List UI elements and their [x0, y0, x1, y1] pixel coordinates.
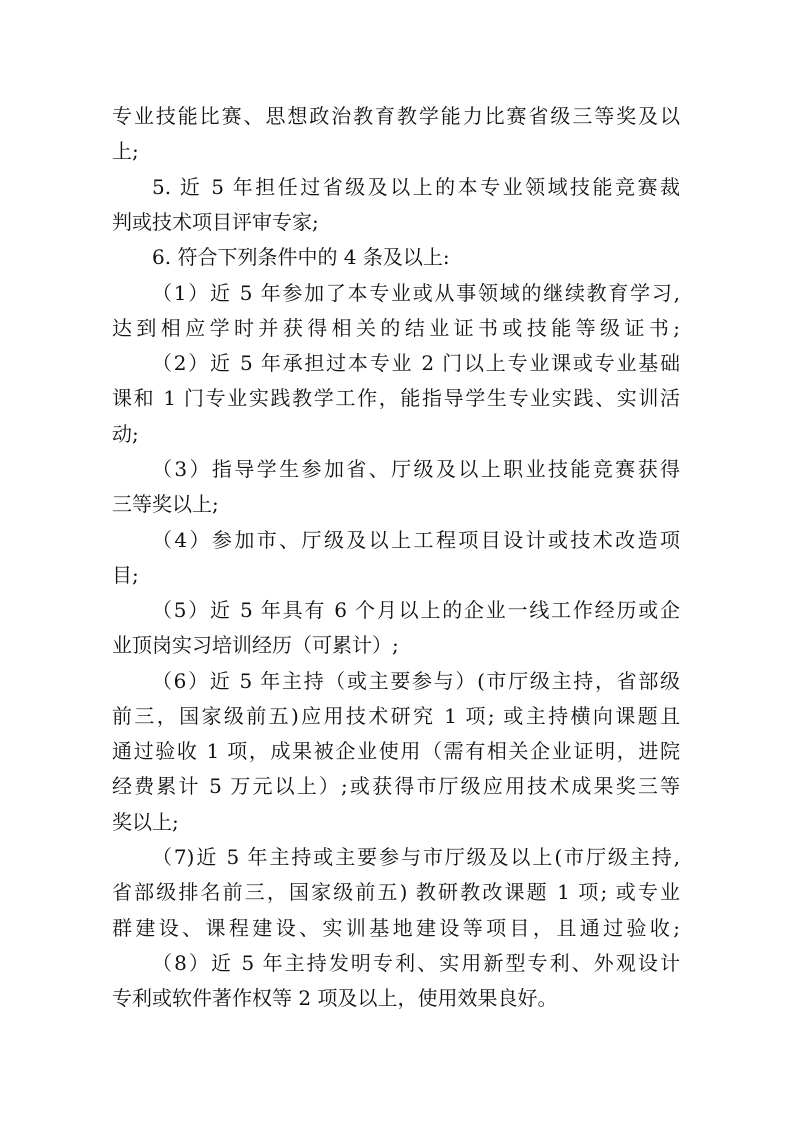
text-line: 专业技能比赛、思想政治教育教学能力比赛省级三等奖及以 — [112, 104, 680, 128]
text-line: （3）指导学生参加省、厅级及以上职业技能竞赛获得 — [152, 457, 680, 481]
text-line: 业顶岗实习培训经历（可累计）; — [112, 633, 399, 657]
text-line: 目; — [112, 563, 139, 587]
text-line: 6. 符合下列条件中的 4 条及以上: — [152, 245, 450, 269]
text-line: 奖以上; — [112, 810, 179, 834]
text-line: （8）近 5 年主持发明专利、实用新型专利、外观设计 — [152, 951, 680, 975]
text-line: （2）近 5 年承担过本专业 2 门以上专业课或专业基础 — [152, 351, 680, 375]
text-line: 动; — [112, 422, 139, 446]
text-line: 达到相应学时并获得相关的结业证书或技能等级证书; — [112, 316, 680, 340]
text-line: 通过验收 1 项，成果被企业使用（需有相关企业证明，进院 — [112, 739, 680, 763]
text-line: 经费累计 5 万元以上）;或获得市厅级应用技术成果奖三等 — [112, 774, 680, 798]
text-line: 判或技术项目评审专家; — [112, 210, 319, 234]
text-line: 上; — [112, 139, 139, 163]
text-line: （6）近 5 年主持（或主要参与）(市厅级主持，省部级 — [152, 669, 680, 693]
text-line: 三等奖以上; — [112, 492, 219, 516]
text-line: 前三，国家级前五)应用技术研究 1 项; 或主持横向课题且 — [112, 704, 680, 728]
text-line: 5. 近 5 年担任过省级及以上的本专业领域技能竞赛裁 — [152, 175, 680, 199]
text-line: 专利或软件著作权等 2 项及以上，使用效果良好。 — [112, 986, 558, 1010]
text-line: 群建设、课程建设、实训基地建设等项目，且通过验收; — [112, 916, 680, 940]
text-line: （1）近 5 年参加了本专业或从事领域的继续教育学习, — [152, 281, 680, 305]
text-line: （7)近 5 年主持或主要参与市厅级及以上(市厅级主持, — [152, 845, 680, 869]
text-line: 课和 1 门专业实践教学工作，能指导学生专业实践、实训活 — [112, 386, 680, 410]
text-line: （4）参加市、厅级及以上工程项目设计或技术改造项 — [152, 528, 680, 552]
text-line: 省部级排名前三，国家级前五) 教研教改课题 1 项; 或专业 — [112, 880, 680, 904]
text-line: （5）近 5 年具有 6 个月以上的企业一线工作经历或企 — [152, 598, 680, 622]
